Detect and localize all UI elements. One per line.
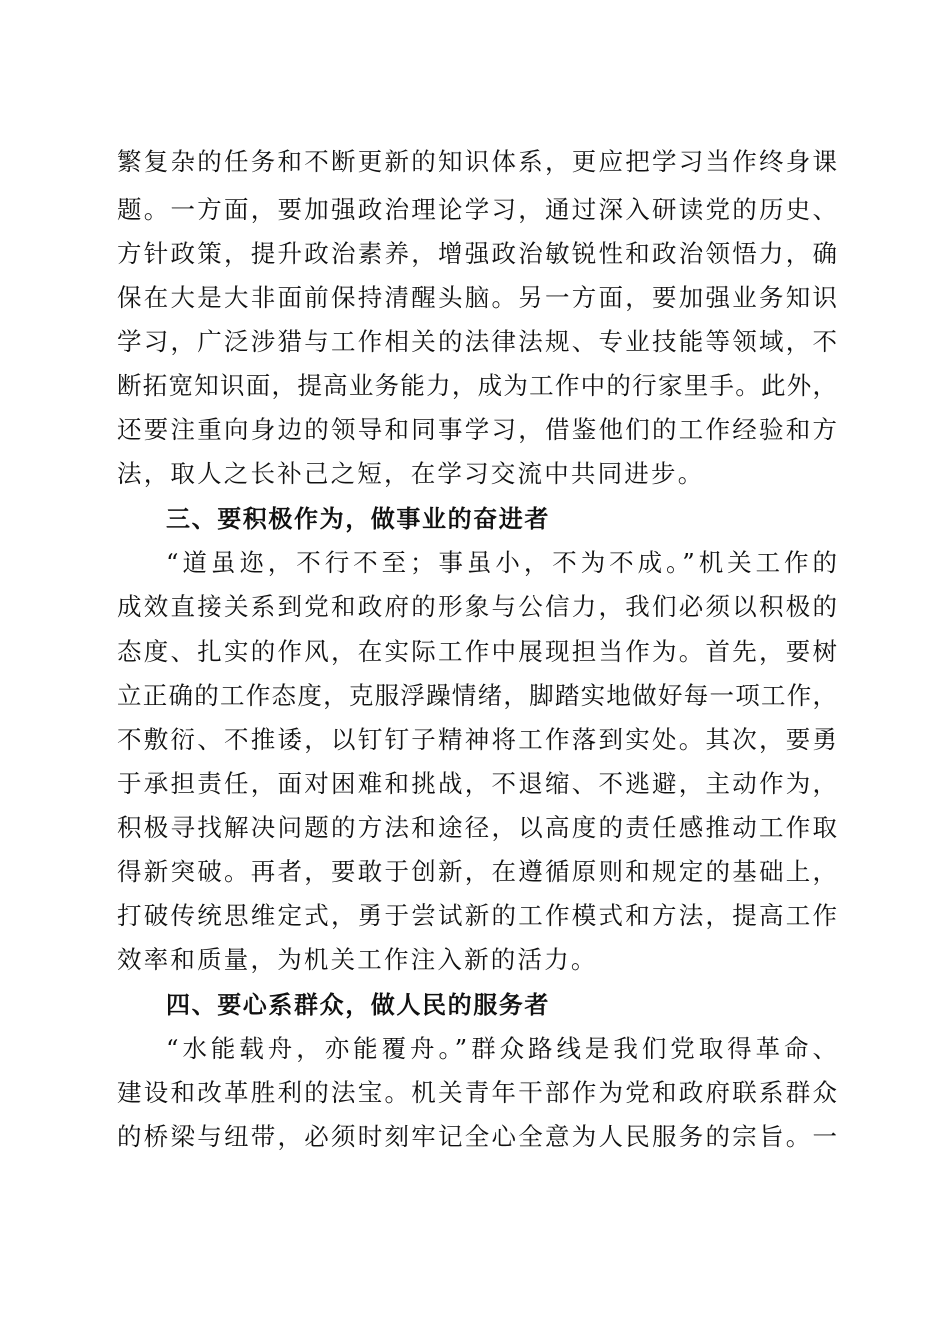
para2-line-8: 得新突破。再者，要敢于创新，在遵循原则和规定的基础上， (117, 857, 837, 886)
para2-line-10: 效率和质量，为机关工作注入新的活力。 (117, 945, 598, 974)
section-heading-3: 三、要积极作为，做事业的奋进者 (166, 505, 550, 533)
para2-line-4: 立正确的工作态度，克服浮躁情绪，脚踏实地做好每一项工作， (117, 681, 837, 710)
para2-line-7: 积极寻找解决问题的方法和途径，以高度的责任感推动工作取 (117, 813, 837, 842)
para2-line-5: 不敷衍、不推诿，以钉钉子精神将工作落到实处。其次，要勇 (117, 725, 837, 754)
para1-line-7: 还要注重向身边的领导和同事学习，借鉴他们的工作经验和方 (117, 415, 837, 444)
para3-line-2: 建设和改革胜利的法宝。机关青年干部作为党和政府联系群众 (117, 1078, 837, 1107)
para2-line-6: 于承担责任，面对困难和挑战，不退缩、不逃避，主动作为， (117, 769, 837, 798)
para2-line-1: “道虽迩，不行不至；事虽小，不为不成。”机关工作的 (166, 548, 837, 577)
para3-line-3: 的桥梁与纽带，必须时刻牢记全心全意为人民服务的宗旨。一 (117, 1122, 837, 1151)
para3-line-1: “水能载舟，亦能覆舟。”群众路线是我们党取得革命、 (166, 1034, 837, 1063)
para2-line-9: 打破传统思维定式，勇于尝试新的工作模式和方法，提高工作 (117, 901, 837, 930)
para2-line-3: 态度、扎实的作风，在实际工作中展现担当作为。首先，要树 (117, 637, 837, 666)
section-heading-4: 四、要心系群众，做人民的服务者 (166, 991, 550, 1019)
para1-line-5: 学习，广泛涉猎与工作相关的法律法规、专业技能等领域，不 (117, 327, 837, 356)
para2-line-2: 成效直接关系到党和政府的形象与公信力，我们必须以积极的 (117, 592, 837, 621)
para1-line-8: 法，取人之长补己之短，在学习交流中共同进步。 (117, 459, 705, 488)
para1-line-6: 断拓宽知识面，提高业务能力，成为工作中的行家里手。此外， (117, 371, 837, 400)
para1-line-3: 方针政策，提升政治素养，增强政治敏锐性和政治领悟力，确 (117, 239, 837, 268)
para1-line-4: 保在大是大非面前保持清醒头脑。另一方面，要加强业务知识 (117, 283, 837, 312)
para1-line-1: 繁复杂的任务和不断更新的知识体系，更应把学习当作终身课 (117, 147, 837, 176)
para1-line-2: 题。一方面，要加强政治理论学习，通过深入研读党的历史、 (117, 195, 837, 224)
